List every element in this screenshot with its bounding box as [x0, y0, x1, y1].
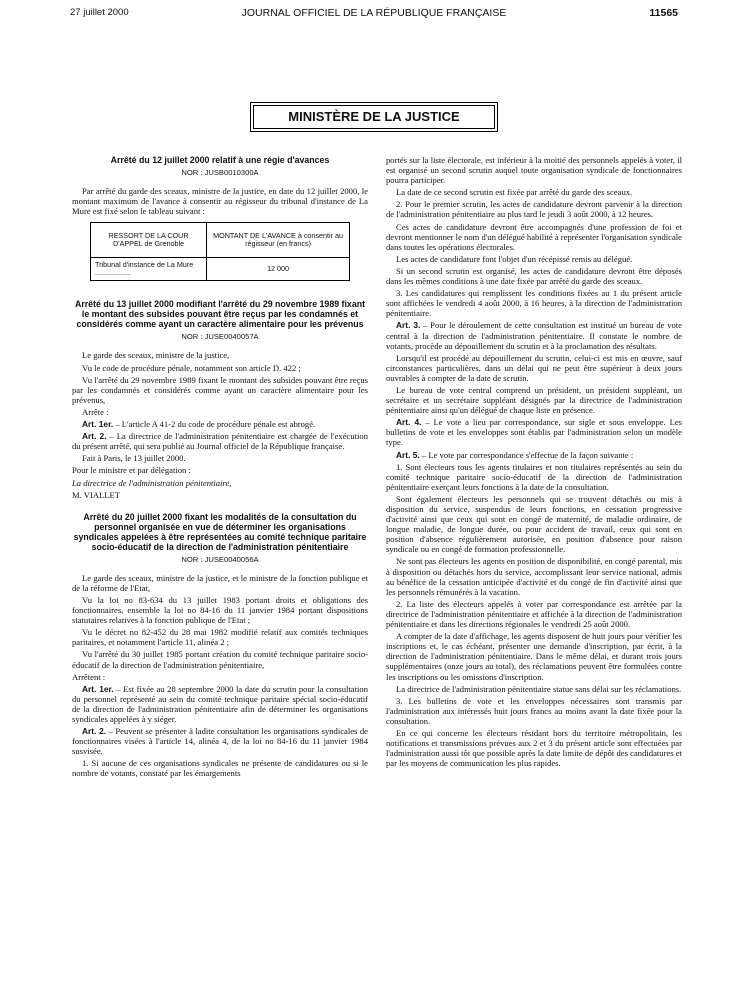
- table-header-court: RESSORT DE LA COUR D'APPEL de Grenoble: [91, 223, 207, 258]
- right-para: 3. Les candidatures qui remplissent les conditions fixées au 1 du présent article sont affichées le vendredi 4 août 2000, à 16 heures, à la direction de l'administration pénitentiaire.: [386, 288, 682, 319]
- decree-1-nor: NOR : JUSB0010300A: [181, 168, 259, 177]
- decree-2-fait: Fait à Paris, le 13 juillet 2000.: [82, 453, 186, 464]
- decree-3-para: Vu la loi no 83-634 du 13 juillet 1983 portant droits et obligations des fonctionnaires, ensemble la loi no 84-16 du 11 janvier 1984 portant dispositions statutaires relatives à la fonction publique de l'Etat ;: [72, 594, 368, 626]
- signature-title: La directrice de l'administration pénitentiaire,: [72, 477, 232, 488]
- right-para: Ces actes de candidature devront être accompagnés d'une profession de foi et devront mentionner le nom d'un délégué habilité à représenter l'organisation syndicale dans toutes les opérations électorales.: [386, 221, 682, 252]
- ministry-title: MINISTÈRE DE LA JUSTICE: [253, 105, 495, 129]
- right-para: 2. Pour le premier scrutin, les actes de candidature devront parvenir à la direction de l'administration pénitentiaire au plus tard le jeudi 3 août 2000, à 12 heures.: [386, 199, 682, 220]
- article-label: Art. 2.: [82, 726, 107, 737]
- table-header-amount: MONTANT DE L'AVANCE à consentir au régisseur (en francs): [207, 223, 350, 258]
- article-label: Art. 3.: [396, 320, 421, 331]
- decree-2-article-2: Art. 2. – La directrice de l'administration pénitentiaire est chargée de l'exécution du présent arrêté, qui sera publié au Journal officiel de la République française.: [72, 431, 368, 452]
- right-para: Le bureau de vote central comprend un président, un président suppléant, un secrétaire et un secrétaire suppléant désignés par la directrice de l'administration pénitentiaire ainsi qu'un délégué de chaque liste en présence.: [386, 384, 682, 416]
- article-4: Art. 4. – Le vote a lieu par correspondance, sur sigle et sous enveloppe. Les bulletins de vote et les enveloppes sont établis par l'administration selon un modèle type.: [386, 417, 682, 448]
- right-para: Ne sont pas électeurs les agents en position de disponibilité, en congé parental, mis à disposition ou détachés hors du service, accomplissant leur service national, admis au bénéfice de la cessation anticipée d'activité et du congé de fin d'activité ainsi que les personnels rémunérés à la vacation.: [386, 556, 682, 597]
- right-para: Les actes de candidature font l'objet d'un récépissé remis au délégué.: [396, 253, 633, 264]
- decree-3-para: Le garde des sceaux, ministre de la justice, et le ministre de la fonction publique et de la réforme de l'Etat,: [72, 572, 368, 593]
- right-para: Sont également électeurs les personnels qui se trouvent détachés ou mis à disposition du service, suspendus de leurs fonctions, en cessation progressive d'activité ainsi que ceux qui sont en congé de maternité, de maladie ordinaire, de longue maladie, de longue durée, ou pour accident de travail, ceux qui sont en position d'absence régulièrement autorisée, en position d'absence pour raison syndicale ou en congé de formation professionnelle.: [386, 493, 682, 555]
- decree-3-arretent: Arrêtent :: [72, 671, 106, 682]
- decree-3-article-1: Art. 1er. – Est fixée au 28 septembre 2000 la date du scrutin pour la consultation du personnel représenté au sein du comité technique paritaire spécial socio-éducatif de la direction de l'administration pénitentiaire afin de déterminer les organisations syndicales appelées à y siéger.: [72, 683, 368, 724]
- article-label: Art. 1er.: [82, 419, 114, 430]
- article-label: Art. 5.: [396, 449, 420, 460]
- right-para: Lorsqu'il est procédé au dépouillement du scrutin, celui-ci est mis en œuvre, sauf circonstances particulières, dans un délai qui ne peut être supérieur à deux jours ouvrables à compter de la date de scrutin.: [386, 352, 682, 383]
- article-label: Art. 1er.: [82, 683, 114, 694]
- page-header: [0, 7, 748, 23]
- left-column: [72, 155, 368, 781]
- right-para: La directrice de l'administration pénitentiaire statue sans délai sur les réclamations.: [396, 683, 682, 694]
- decree-3-para: 1. Si aucune de ces organisations syndicales ne présente de candidatures ou si le nombre de votants, constaté par les émargements: [72, 758, 368, 779]
- journal-title: JOURNAL OFFICIEL DE LA RÉPUBLIQUE FRANÇAISE: [241, 7, 507, 19]
- table-cell-amount: 12 000: [207, 258, 350, 281]
- right-para: La date de ce second scrutin est fixée par arrêté du garde des sceaux.: [396, 187, 633, 198]
- header-date: 27 juillet 2000: [70, 7, 129, 18]
- right-para: En ce qui concerne les électeurs résidant hors du territoire métropolitain, les notifications et transmissions prévues aux 2 et 3 du présent article sont effectuées par l'administration aussi tôt que possible après la date limite de dépôt des candidatures et par les moyens de communication les plus rapides.: [386, 727, 682, 769]
- article-3: Art. 3. – Pour le déroulement de cette consultation est institué un bureau de vote central à la direction de l'administration pénitentiaire. Il constate le nombre de votants, procède au dépouillement du scrutin et à la proclamation des résultats.: [386, 320, 682, 351]
- decree-2-arrete: Arrête :: [82, 406, 109, 417]
- right-para: 2. La liste des électeurs appelés à voter par correspondance est arrêtée par la directrice de l'administration pénitentiaire et affichée à la direction de l'administration pénitentiaire et dans les directions régionales le vendredi 25 août 2000.: [386, 598, 682, 630]
- decree-1-title: Arrêté du 12 juillet 2000 relatif à une régie d'avances: [110, 155, 330, 165]
- decree-1-text: Par arrêté du garde des sceaux, ministre de la justice, en date du 12 juillet 2000, le montant maximum de l'avance à consentir au régisseur du tribunal d'instance de La Mure est fixé selon le tableau suivant :: [72, 186, 368, 217]
- decree-3-nor: NOR : JUSE0040056A: [181, 554, 259, 564]
- article-5: Art. 5. – Le vote par correspondance s'effectue de la façon suivante :: [396, 449, 634, 460]
- page-number: 11565: [649, 7, 678, 19]
- table-cell-court: Tribunal d'instance de La Mure ..................: [91, 258, 207, 281]
- signature-name: M. VIALLET: [72, 489, 121, 500]
- decree-3-title: Arrêté du 20 juillet 2000 fixant les modalités de la consultation du personnel organisée en vue de déterminer les organisations syndicales appelées à être représentées au comité technique paritaire socio-éducatif de la direction de l'administration pénitentiaire: [73, 511, 367, 552]
- decree-3-para: Vu l'arrêté du 30 juillet 1985 portant création du comité technique paritaire socio-éducatif de la direction de l'administration pénitentiaire,: [72, 649, 368, 670]
- right-para: 1. Sont électeurs tous les agents titulaires et non titulaires représentés au sein du comité technique paritaire socio-éducatif de la direction de l'administration pénitentiaire exerçant leurs fonctions à la date de la consultation.: [386, 461, 682, 492]
- right-para: A compter de la date d'affichage, les agents disposent de huit jours pour vérifier les inscriptions et, le cas échéant, présenter une demande d'inscription, par écrit, à la direction de l'administration pénitentiaire. Dans le même délai, et durant trois jours supplémentaires (onze jours au total), des réclamations peuvent être formulées contre les inscriptions ou les omissions d'inscription.: [386, 631, 682, 682]
- decree-2-para: Vu l'arrêté du 29 novembre 1989 fixant le montant des subsides pouvant être reçus par les condamnés et considérés comme ayant un caractère alimentaire pour les prévenus,: [72, 374, 368, 405]
- right-para: Si un second scrutin est organisé, les actes de candidature devront être déposés dans les mêmes conditions à une date fixée par arrêté du garde des sceaux.: [386, 265, 682, 287]
- signature-line: Pour le ministre et par délégation :: [72, 465, 191, 476]
- right-para: portés sur la liste électorale, est inférieur à la moitié des personnels appelés à voter, il est organisé un second scrutin auquel toute organisation syndicale de fonctionnaires pourra participer.: [386, 155, 682, 186]
- decree-3-para: Vu le décret no 82-452 du 28 mai 1982 modifié relatif aux comités techniques paritaires, et notamment l'article 11, alinéa 2 ;: [72, 627, 368, 648]
- article-label: Art. 2.: [82, 431, 107, 442]
- right-column: [386, 155, 682, 770]
- right-para: 3. Les bulletins de vote et les enveloppes nécessaires sont transmis par l'administration aux intéressés huit jours francs au moins avant la date fixée pour la consultation.: [386, 695, 682, 726]
- article-label: Art. 4.: [396, 417, 422, 428]
- decree-2-article-1: Art. 1er. – L'article A 41-2 du code de procédure pénale est abrogé.: [82, 419, 316, 430]
- decree-2-para: Vu le code de procédure pénale, notamment son article D. 422 ;: [82, 362, 301, 373]
- advance-table: [90, 222, 350, 281]
- decree-2-nor: NOR : JUSE0040057A: [181, 332, 259, 342]
- decree-2-title: Arrêté du 13 juillet 2000 modifiant l'arrêté du 29 novembre 1989 fixant le montant des subsides pouvant être reçus par les condamnés et considérés comme ayant un caractère alimentaire pour les prévenus: [74, 299, 366, 330]
- decree-3-article-2: Art. 2. – Peuvent se présenter à ladite consultation les organisations syndicales de fonctionnaires visées à l'article 14, alinéa 4, de la loi no 84-16 du 11 janvier 1984 susvisée.: [72, 726, 368, 757]
- decree-2-para: Le garde des sceaux, ministre de la justice,: [82, 350, 230, 361]
